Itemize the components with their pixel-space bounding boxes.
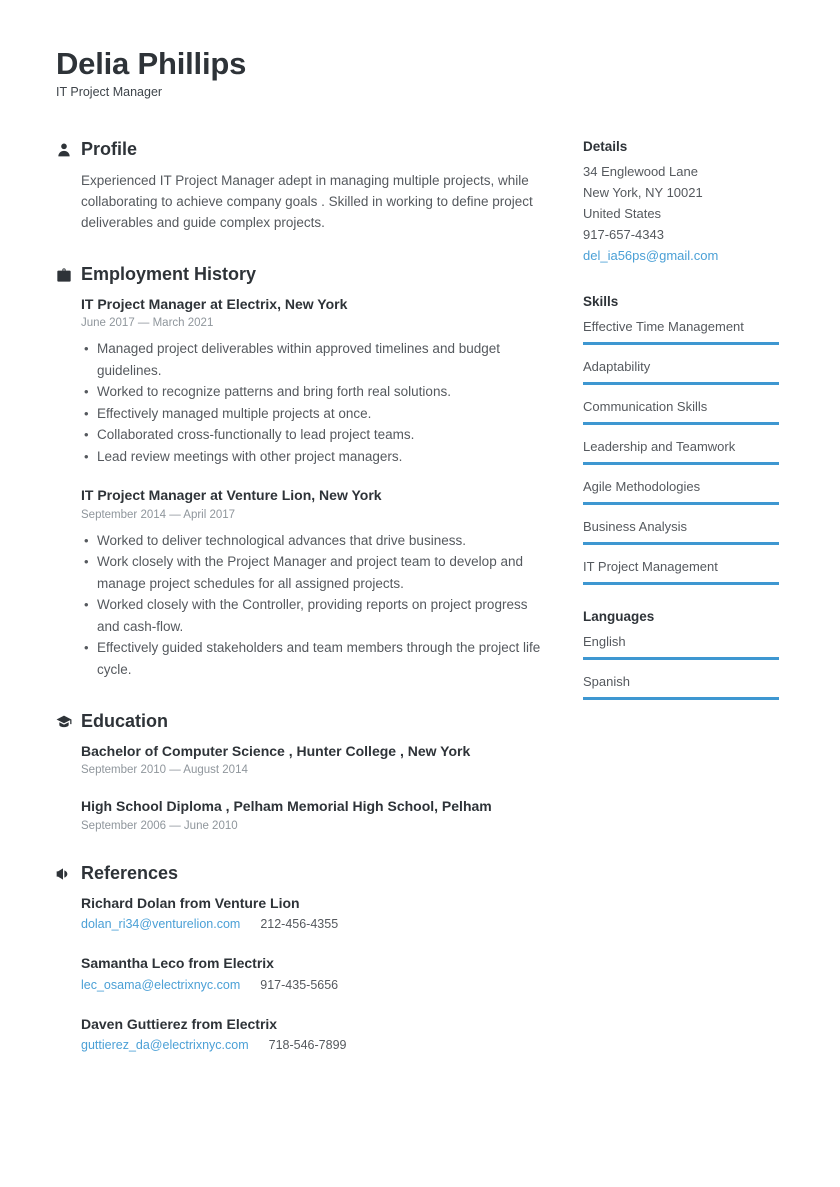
education-dates: September 2006 — June 2010	[81, 819, 238, 832]
job-bullet: • Effectively guided stakeholders and team members through the project life cycle.	[97, 637, 543, 680]
megaphone-icon	[56, 866, 72, 882]
reference-entry	[81, 1016, 543, 1053]
header	[56, 46, 779, 99]
candidate-name: Delia Phillips	[56, 46, 247, 81]
education-heading: Education	[81, 711, 169, 732]
job-title: IT Project Manager at Venture Lion, New York	[81, 487, 382, 504]
reference-phone: 917-435-5656	[260, 977, 339, 992]
job-bullet: • Worked to recognize patterns and bring forth real solutions.	[97, 381, 543, 403]
profile-heading: Profile	[81, 138, 138, 159]
job-bullet: • Collaborated cross-functionally to lead project teams.	[97, 424, 543, 446]
language-item: Spanish	[583, 671, 779, 700]
job-dates: September 2014 — April 2017	[81, 508, 236, 521]
section-education	[56, 711, 543, 832]
skill-item: IT Project Management	[583, 556, 779, 585]
education-title: Bachelor of Computer Science , Hunter College , New York	[81, 742, 471, 759]
skills-block	[583, 294, 779, 585]
reference-entry	[81, 955, 543, 992]
graduation-cap-icon	[56, 714, 72, 730]
email-link[interactable]: del_ia56ps@gmail.com	[583, 247, 719, 263]
job-entry	[81, 487, 543, 680]
job-bullet-list	[97, 530, 543, 681]
job-bullet: • Work closely with the Project Manager and project team to develop and manage project schedules for all assigned projects.	[97, 551, 543, 594]
person-icon	[56, 142, 72, 158]
address-line: New York, NY 10021	[583, 184, 703, 200]
section-references	[56, 863, 543, 1052]
phone-number: 917-657-4343	[583, 226, 664, 242]
reference-name: Samantha Leco from Electrix	[81, 955, 274, 972]
sidebar	[583, 139, 779, 1052]
job-entry	[81, 296, 543, 468]
languages-block	[583, 609, 779, 700]
skill-item: Business Analysis	[583, 516, 779, 545]
skill-item: Effective Time Management	[583, 316, 779, 345]
job-bullet: • Worked closely with the Controller, providing reports on project progress and cash-flow.	[97, 594, 543, 637]
section-profile	[56, 139, 543, 234]
skill-item: Leadership and Teamwork	[583, 436, 779, 465]
reference-email-link[interactable]: dolan_ri34@venturelion.com	[81, 917, 241, 932]
reference-email-link[interactable]: lec_osama@electrixnyc.com	[81, 977, 241, 992]
skill-item: Agile Methodologies	[583, 476, 779, 505]
employment-heading: Employment History	[81, 264, 257, 285]
address-line: United States	[583, 205, 662, 221]
job-bullet: • Worked to deliver technological advances that drive business.	[97, 530, 543, 552]
reference-phone: 212-456-4355	[260, 917, 339, 932]
briefcase-icon	[56, 267, 72, 283]
details-block	[583, 139, 779, 266]
education-title: High School Diploma , Pelham Memorial High School, Pelham	[81, 798, 492, 815]
skill-item: Communication Skills	[583, 396, 779, 425]
profile-text: Experienced IT Project Manager adept in managing multiple projects, while collaborating to achieve company goals . Skilled in working to define project deliverables and guide complex projects.	[81, 173, 533, 231]
candidate-title: IT Project Manager	[56, 84, 163, 99]
job-bullet-list	[97, 338, 543, 467]
language-item: English	[583, 631, 779, 660]
main-column	[56, 139, 543, 1052]
reference-phone: 718-546-7899	[268, 1038, 347, 1053]
reference-name: Richard Dolan from Venture Lion	[81, 894, 300, 911]
job-bullet: • Effectively managed multiple projects at once.	[97, 403, 543, 425]
skill-item: Adaptability	[583, 356, 779, 385]
education-dates: September 2010 — August 2014	[81, 764, 248, 777]
references-heading: References	[81, 862, 179, 883]
skills-heading: Skills	[583, 293, 619, 309]
job-bullet: • Managed project deliverables within approved timelines and budget guidelines.	[97, 338, 543, 381]
reference-entry	[81, 895, 543, 932]
job-dates: June 2017 — March 2021	[81, 317, 214, 330]
reference-name: Daven Guttierez from Electrix	[81, 1015, 278, 1032]
education-entry	[81, 798, 543, 832]
address-line: 34 Englewood Lane	[583, 163, 698, 179]
job-bullet: • Lead review meetings with other project managers.	[97, 446, 543, 468]
languages-heading: Languages	[583, 608, 655, 624]
reference-email-link[interactable]: guttierez_da@electrixnyc.com	[81, 1038, 249, 1053]
details-heading: Details	[583, 138, 628, 154]
education-entry	[81, 743, 543, 777]
section-employment	[56, 264, 543, 680]
job-title: IT Project Manager at Electrix, New York	[81, 295, 348, 312]
